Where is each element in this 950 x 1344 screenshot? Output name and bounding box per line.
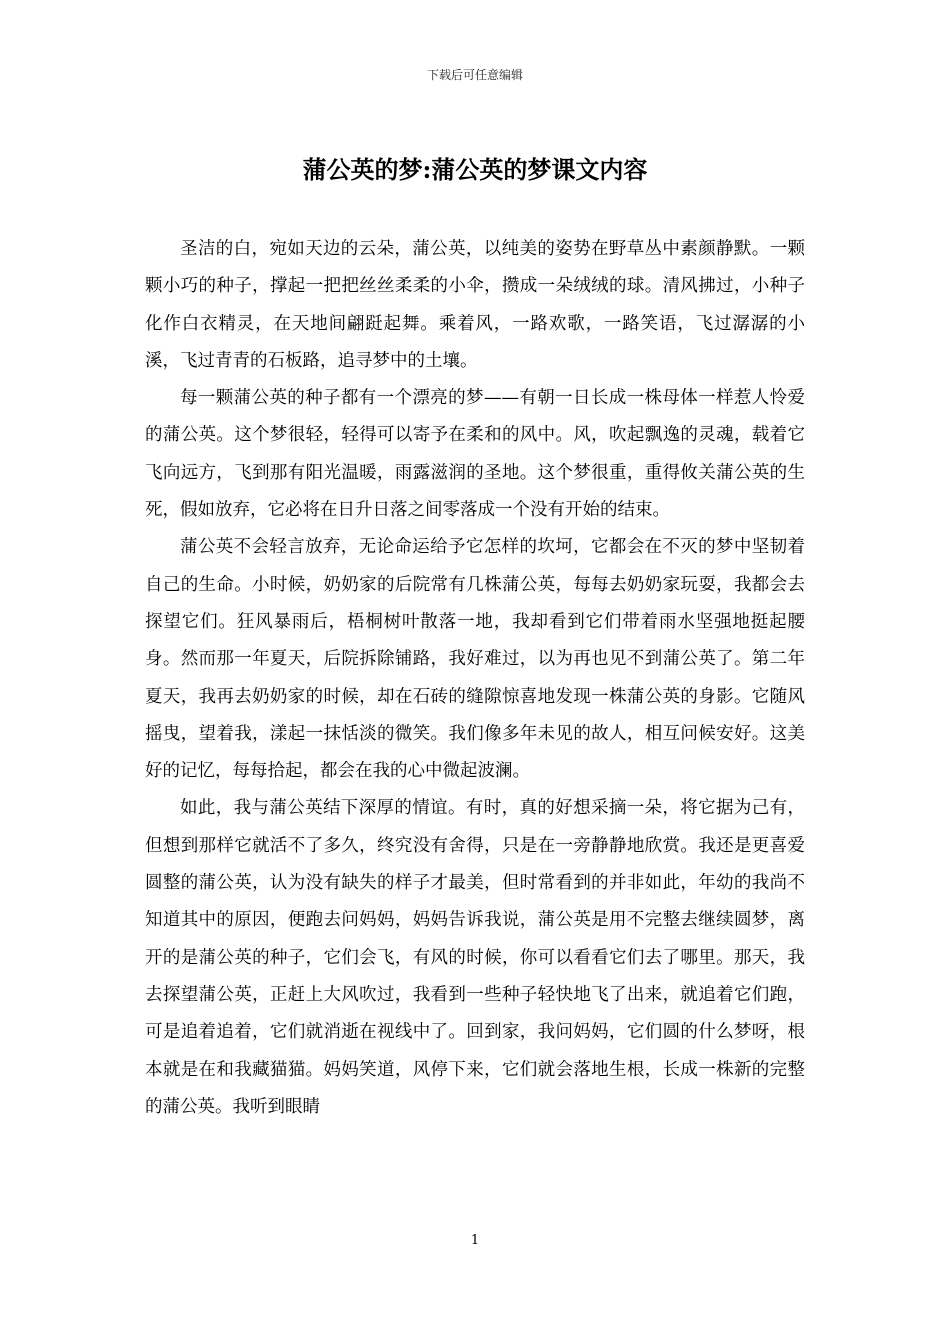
document-title: 蒲公英的梦:蒲公英的梦课文内容: [302, 155, 648, 184]
body-paragraph-3: 蒲公英不会轻言放弃，无论命运给予它怎样的坎坷，它都会在不灭的梦中坚韧着自己的生命。小时候，奶奶家的后院常有几株蒲公英，每每去奶奶家玩耍，我都会去探望它们。狂风暴雨后，梧桐树叶散落一地，我却看到它们带着雨水坚强地挺起腰身。然而那一年夏天，后院拆除铺路，我好难过，以为再也见不到蒲公英了。第二年夏天，我再去奶奶家的时候，却在石砖的缝隙惊喜地发现一株蒲公英的身影。它随风摇曳，望着我，漾起一抹恬淡的微笑。我们像多年未见的故人，相互问候安好。这美好的记忆，每每拾起，都会在我的心中微起波澜。: [145, 537, 805, 782]
body-paragraph-4: 如此，我与蒲公英结下深厚的情谊。有时，真的好想采摘一朵，将它据为己有，但想到那样它就活不了多久，终究没有舍得，只是在一旁静静地欣赏。我还是更喜爱圆整的蒲公英，认为没有缺失的样子才最美，但时常看到的并非如此，年幼的我尚不知道其中的原因，便跑去问妈妈，妈妈告诉我说，蒲公英是用不完整去继续圆梦，离开的是蒲公英的种子，它们会飞，有风的时候，你可以看看它们去了哪里。那天，我去探望蒲公英，正赶上大风吹过，我看到一些种子轻快地飞了出来，就追着它们跑，可是追着追着，它们就消逝在视线中了。回到家，我问妈妈，它们圆的什么梦呀，根本就是在和我藏猫猫。妈妈笑道，风停下来，它们就会落地生根，长成一株新的完整的蒲公英。我听到眼睛: [145, 798, 805, 1117]
document-body: [145, 231, 805, 1126]
body-paragraph-1: 圣洁的白，宛如天边的云朵，蒲公英，以纯美的姿势在野草丛中素颜静默。一颗颗小巧的种子，撑起一把把丝丝柔柔的小伞，攒成一朵绒绒的球。清风拂过，小种子化作白衣精灵，在天地间翩跹起舞。乘着风，一路欢歌，一路笑语，飞过潺潺的小溪，飞过青青的石板路，追寻梦中的土壤。: [145, 239, 805, 371]
page-header-note: 下载后可任意编辑: [426, 68, 523, 82]
body-paragraph-2: 每一颗蒲公英的种子都有一个漂亮的梦——有朝一日长成一株母体一样惹人怜爱的蒲公英。这个梦很轻，轻得可以寄予在柔和的风中。风，吹起飘逸的灵魂，载着它飞向远方，飞到那有阳光温暖，雨露滋润的圣地。这个梦很重，重得攸关蒲公英的生死，假如放弃，它必将在日升日落之间零落成一个没有开始的结束。: [145, 388, 805, 521]
page-number: 1: [470, 1233, 480, 1248]
